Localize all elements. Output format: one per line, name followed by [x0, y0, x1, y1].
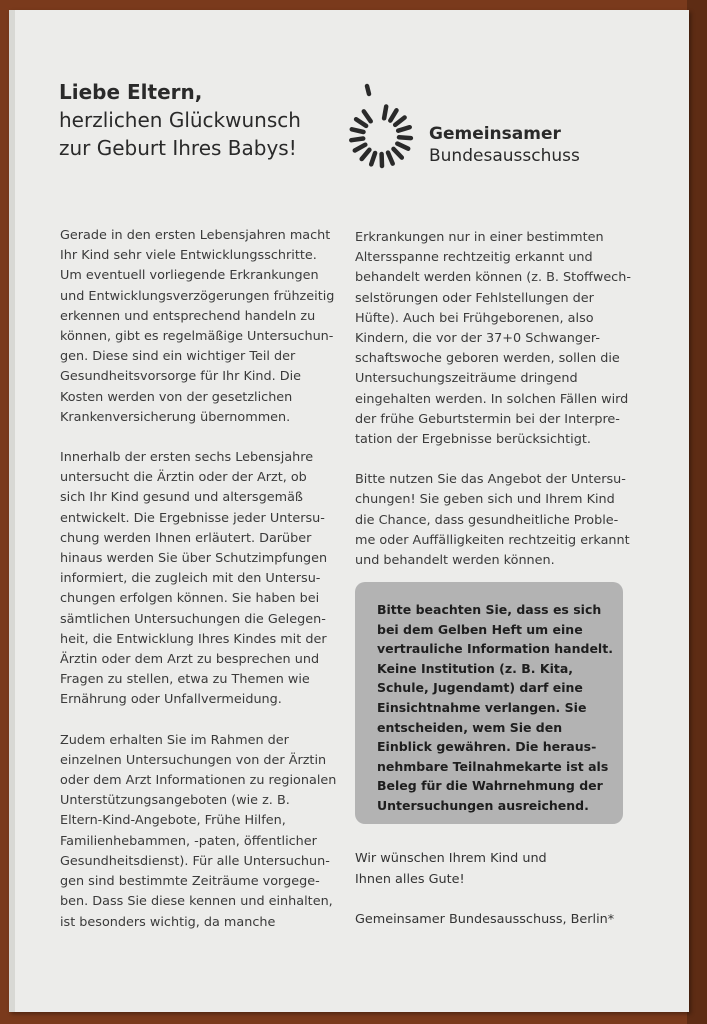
closing-wish: Wir wünschen Ihrem Kind und Ihnen alles Gute! [355, 851, 547, 887]
logo-ray [355, 145, 366, 151]
table-background [687, 0, 707, 1024]
greeting-congrats-line1: herzlichen Glückwunsch [59, 108, 301, 132]
greeting-heading [59, 78, 301, 162]
logo-ray [388, 153, 393, 164]
logo-text-line1: Gemeinsamer [429, 124, 561, 144]
logo-ray [384, 107, 386, 119]
logo-ray [352, 129, 364, 132]
logo-ray [356, 119, 366, 126]
paragraph-appeal: Bitte nutzen Sie das Angebot der Untersu- chungen! Sie geben sich und Ihrem Kind die Chance, dass gesundheitliche Proble- me oder Auffälligkeiten rechtzeitig erkannt und behandelt werden können. [355, 472, 630, 569]
paragraph-timeframes: Erkrankungen nur in einer bestimmten Altersspanne rechtzeitig erkannt und behandelt werden können (z. B. Stoffwech- selstörungen oder Fehlstellungen der Hüfte). Auch bei Frühgeborenen, also Kindern, die vor der 37+0 Schwanger- schaftswoche geboren werden, sollen die Untersuchungszeiträume dringend eingehalten werden. In solchen Fällen wird der frühe Geburtstermin bei der Interpre- tation der Ergebnisse berücksichtigt. [355, 230, 631, 448]
paragraph-examinations: Innerhalb der ersten sechs Lebensjahre untersucht die Ärztin oder der Arzt, ob sich Ihr Kind gesund und altersgemäß entwickelt. Die Ergebnisse jeder Untersu- chung werden Ihnen erläutert. Darüber hinaus werden Sie über Schutzimpfungen informiert, die zugleich mit den Untersu- chungen erfolgen können. Sie haben bei sämtlichen Untersuchungen die Gelegen- heit, die Entwicklung Ihres Kindes mit der Ärztin oder dem Arzt zu besprechen und Fragen zu stellen, etwa zu Themen wie Ernährung oder Unfallvermeidung. [60, 450, 328, 708]
logo-ray [362, 150, 370, 159]
logo-ray [364, 111, 371, 121]
logo-ray [395, 118, 404, 125]
logo-ray [390, 110, 396, 120]
confidentiality-notice-box [355, 582, 623, 824]
body-column-left [60, 226, 345, 953]
body-column-right [355, 228, 645, 591]
page-spine [9, 10, 15, 1012]
paragraph-intro: Gerade in den ersten Lebensjahren macht Ihr Kind sehr viele Entwicklungsschritte. Um eventuell vorliegende Erkrankungen und Entwicklungsverzögerungen frühzeitig erkennen und entsprechend handeln zu können, gibt es regelmäßige Untersuchun- gen. Diese sind ein wichtiger Teil der Gesundheitsvorsorge für Ihr Kind. Die Kosten werden von der gesetzlichen Krankenversicherung übernommen. [60, 228, 335, 425]
logo-text-line2: Bundesausschuss [429, 146, 580, 166]
g-ba-sunburst-icon [349, 74, 425, 174]
logo-ray [397, 144, 408, 149]
logo-ray [398, 127, 410, 131]
logo-ray [351, 139, 363, 141]
paragraph-support: Zudem erhalten Sie im Rahmen der einzelnen Untersuchungen von der Ärztin oder dem Arzt Informationen zu regionalen Unterstützungsangeboten (wie z. B. Eltern-Kind-Angebote, Frühe Hilfen, Familienhebammen, -paten, öffentlicher Gesundheitsdienst). Für alle Untersuchun- gen sind bestimmte Zeiträume vorgege- ben. Dass Sie diese kennen und einhalten, ist besonders wichtig, da manche [60, 732, 337, 930]
g-ba-logo [349, 74, 659, 174]
greeting-congrats-line2: zur Geburt Ihres Babys! [59, 136, 297, 160]
booklet-page [9, 10, 689, 1012]
logo-ray [394, 149, 402, 158]
logo-ray [371, 153, 375, 164]
confidentiality-notice-text: Bitte beachten Sie, dass es sich bei dem Gelben Heft um eine vertrauliche Information handelt. Keine Institution (z. B. Kita, Schule, Jugendamt) darf eine Einsichtnahme verlangen. Sie entscheiden, wem Sie den Einblick gewähren. Die heraus- nehmbare Teilnahmekarte ist als Beleg für die Wahrnehmung der Untersuchungen ausreichend. [377, 602, 613, 813]
logo-ray [399, 137, 411, 138]
logo-ray [367, 86, 369, 94]
signature: Gemeinsamer Bundesausschuss, Berlin* [355, 912, 615, 927]
greeting-salutation: Liebe Eltern, [59, 80, 203, 104]
